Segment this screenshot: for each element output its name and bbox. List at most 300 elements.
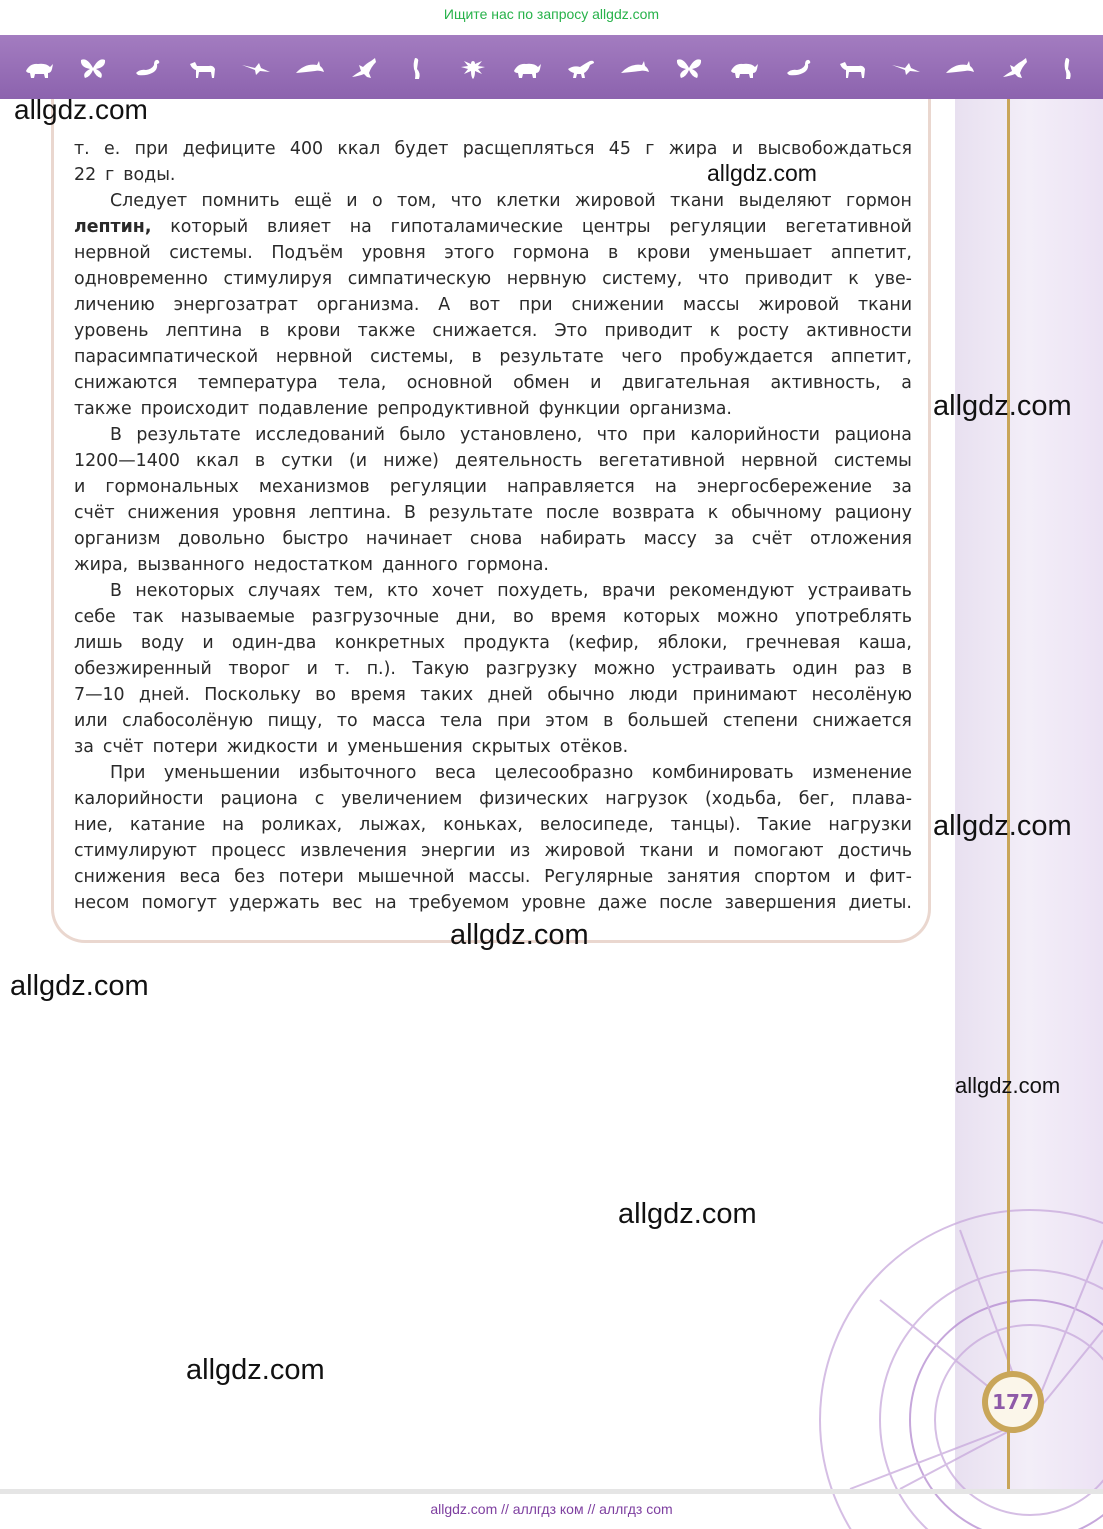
word: продукта	[463, 633, 550, 653]
word: случаях	[247, 581, 321, 601]
text-line	[74, 760, 912, 786]
text-line	[74, 344, 912, 370]
word: энергии	[421, 841, 496, 861]
word: в	[603, 711, 614, 731]
word: воду	[140, 633, 185, 653]
word: В	[403, 503, 416, 523]
word: уровня	[361, 243, 426, 263]
word: помнить	[201, 191, 280, 211]
word: (кефир,	[568, 633, 639, 653]
word: к	[848, 269, 859, 289]
bold-term: лептин,	[74, 217, 152, 237]
word: принимают	[692, 685, 798, 705]
word: двигательная	[621, 373, 750, 393]
word: степени	[722, 711, 799, 731]
word: велосипеде,	[539, 815, 654, 835]
word: массу	[643, 529, 697, 549]
word: пищу,	[267, 711, 323, 731]
word: чего	[621, 347, 663, 367]
word: после	[659, 893, 713, 913]
word: системы	[833, 451, 912, 471]
word: г	[105, 165, 115, 185]
word: росту	[737, 321, 789, 341]
word: яблоки,	[657, 633, 728, 653]
word: парасимпатической	[74, 347, 259, 367]
word: гормона	[512, 243, 590, 263]
word: роликах,	[261, 815, 343, 835]
word: том,	[396, 191, 437, 211]
dolphin-icon	[945, 55, 975, 81]
horse-icon	[187, 55, 217, 81]
animal-silhouette-row	[24, 53, 1084, 83]
word: один	[792, 659, 838, 679]
word: к	[707, 503, 719, 523]
watermark: allgdz.com	[933, 810, 1072, 842]
text-line	[74, 630, 912, 656]
word: активности	[806, 321, 912, 341]
word: систему,	[602, 269, 683, 289]
word: снижения	[127, 503, 220, 523]
word: исследований	[255, 425, 385, 445]
word: снижается.	[432, 321, 538, 341]
word: В	[110, 425, 122, 445]
word: время	[550, 607, 607, 627]
word: калорийности	[690, 425, 820, 445]
word: фит-	[869, 867, 912, 887]
word: жира,	[74, 555, 129, 575]
word: дней.	[138, 685, 190, 705]
word: что	[450, 191, 482, 211]
word: жидкости	[226, 737, 318, 757]
word: мышечной	[357, 867, 455, 887]
word: также	[74, 399, 132, 419]
word: бег,	[798, 789, 835, 809]
word: Такие	[757, 815, 812, 835]
word: помогают	[733, 841, 824, 861]
word: дни,	[455, 607, 497, 627]
word: занятия	[666, 867, 741, 887]
word: энергозатрат	[173, 295, 298, 315]
text-line	[74, 734, 912, 760]
word: при	[642, 425, 676, 445]
word: спортом	[754, 867, 831, 887]
scorpion-icon	[132, 55, 162, 81]
text-line	[74, 786, 912, 812]
text-line	[74, 838, 912, 864]
word: потери	[278, 867, 344, 887]
word: будет	[394, 139, 449, 159]
word: вегетативной	[598, 451, 726, 471]
bird-icon	[403, 55, 433, 81]
word: диеты.	[848, 893, 912, 913]
text-line	[74, 812, 912, 838]
bird-icon	[1054, 55, 1084, 81]
word: изменение	[812, 763, 912, 783]
word: стимулируют	[74, 841, 197, 861]
word: ещё	[294, 191, 332, 211]
word: крови	[636, 243, 691, 263]
word: требуемом	[408, 893, 510, 913]
word: нагрузок	[605, 789, 689, 809]
word: расщепляться	[462, 139, 595, 159]
word: т.	[334, 659, 351, 679]
word: обычно	[547, 685, 615, 705]
word: за	[714, 529, 735, 549]
word: системы.	[169, 243, 253, 263]
word: устраивать	[807, 581, 912, 601]
word: обычному	[731, 503, 822, 523]
page-body-text	[74, 136, 912, 916]
word: без	[234, 867, 265, 887]
word: крови	[286, 321, 341, 341]
word: уровня	[232, 503, 297, 523]
word: и	[306, 659, 318, 679]
word: разгрузочные	[311, 607, 440, 627]
word: данного	[381, 555, 458, 575]
word: физических	[479, 789, 589, 809]
word: танцы).	[670, 815, 741, 835]
word: каша,	[858, 633, 912, 653]
word: отложения	[809, 529, 912, 549]
word: дней	[487, 685, 533, 705]
word: тела	[440, 711, 483, 731]
word: лишь	[74, 633, 123, 653]
text-line	[74, 266, 912, 292]
word: дефиците	[182, 139, 276, 159]
word: можно	[716, 607, 779, 627]
word: тела,	[338, 373, 387, 393]
word: аппетит,	[830, 347, 912, 367]
word: стимулируя	[223, 269, 333, 289]
word: (ходьба,	[705, 789, 782, 809]
text-line	[74, 240, 912, 266]
word: ккал	[337, 139, 381, 159]
word: во	[315, 685, 336, 705]
watermark: allgdz.com	[14, 94, 148, 125]
word: набирать	[539, 529, 627, 549]
word: увеличением	[341, 789, 463, 809]
word: системы,	[370, 347, 454, 367]
watermark: allgdz.com	[707, 160, 817, 186]
word: вегетативной	[785, 217, 912, 237]
word: А	[438, 295, 451, 315]
word: функции	[538, 399, 621, 419]
word: этого	[444, 243, 495, 263]
text-line	[74, 396, 912, 422]
word: результате	[428, 503, 533, 523]
word: одновременно	[74, 269, 208, 289]
word: избыточного	[298, 763, 417, 783]
word: себе	[74, 607, 116, 627]
word: п.).	[366, 659, 396, 679]
word: и	[707, 841, 720, 861]
word: катание	[129, 815, 206, 835]
word: 400	[289, 139, 324, 159]
butterfly-icon	[78, 55, 108, 81]
word: снижении	[571, 295, 665, 315]
word: организма.	[316, 295, 420, 315]
watermark: allgdz.com	[618, 1198, 757, 1230]
word: раз	[854, 659, 886, 679]
word: снижения	[74, 867, 166, 887]
text-line	[74, 890, 912, 916]
word: вызванного	[137, 555, 245, 575]
word: удержать	[229, 893, 320, 913]
word: вот	[469, 295, 501, 315]
word: коньках,	[443, 815, 523, 835]
word: в	[471, 347, 482, 367]
word: можно	[593, 659, 656, 679]
word: и	[74, 477, 86, 497]
word: уровень	[74, 321, 149, 341]
rhino-icon	[24, 55, 54, 81]
word: лыжах,	[359, 815, 427, 835]
word: ткани	[639, 841, 694, 861]
text-line	[74, 864, 912, 890]
word: нервной	[741, 451, 818, 471]
word: некоторых	[135, 581, 235, 601]
word: и	[346, 191, 358, 211]
word: достичь	[837, 841, 912, 861]
word: жировой	[758, 295, 840, 315]
dinosaur-icon	[566, 55, 596, 81]
dolphin-icon	[295, 55, 325, 81]
butterfly-icon	[674, 55, 704, 81]
watermark: allgdz.com	[10, 970, 149, 1002]
word: жира	[668, 139, 718, 159]
gold-margin-line	[1007, 99, 1010, 1489]
text-line	[74, 370, 912, 396]
word: подавление	[257, 399, 369, 419]
insect-icon	[458, 55, 488, 81]
word: комбинировать	[651, 763, 794, 783]
word: и	[844, 867, 856, 887]
text-line	[74, 318, 912, 344]
word: скрытых	[471, 737, 551, 757]
word: уменьшает	[709, 243, 813, 263]
word: этом	[545, 711, 589, 731]
text-line	[74, 604, 912, 630]
word: Следует	[110, 191, 188, 211]
word: При	[110, 763, 146, 783]
word: так	[132, 607, 164, 627]
text-line	[74, 656, 912, 682]
bottom-rule	[0, 1489, 1103, 1494]
word: В	[110, 581, 122, 601]
word: и	[590, 373, 602, 393]
page-number: 177	[988, 1377, 1038, 1427]
word: веса	[179, 867, 221, 887]
word: разгрузку	[485, 659, 578, 679]
dolphin-icon	[620, 55, 650, 81]
word: а	[901, 373, 912, 393]
word: из	[509, 841, 531, 861]
word: влияет	[267, 217, 331, 237]
watermark: allgdz.com	[186, 1354, 325, 1386]
word: и	[326, 737, 339, 757]
word: температура	[197, 373, 318, 393]
word: вес	[331, 893, 363, 913]
text-line	[74, 214, 912, 240]
word: похудеть,	[497, 581, 589, 601]
word: процесс	[211, 841, 286, 861]
rhino-icon	[729, 55, 759, 81]
word: масса	[372, 711, 426, 731]
word: нервную	[506, 269, 587, 289]
word: высвобождаться	[757, 139, 912, 159]
word: за	[892, 477, 912, 497]
horse-icon	[837, 55, 867, 81]
word: рациону	[834, 503, 912, 523]
word: основной	[406, 373, 493, 393]
word: обмен	[513, 373, 570, 393]
word: 45	[608, 139, 631, 159]
word: ние,	[74, 815, 113, 835]
word: тем,	[334, 581, 374, 601]
word: отёков.	[559, 737, 629, 757]
word: энергосбережение	[697, 477, 872, 497]
word: центры	[581, 217, 651, 237]
word: или	[74, 711, 108, 731]
word: называемые	[180, 607, 295, 627]
word: нервной	[74, 243, 151, 263]
word: регуляции	[389, 477, 487, 497]
word: уве-	[874, 269, 912, 289]
word: снова	[469, 529, 523, 549]
word: сутки	[281, 451, 333, 471]
word: помогут	[141, 893, 217, 913]
word: в	[254, 451, 266, 471]
word: Это	[554, 321, 588, 341]
word: было	[399, 425, 446, 445]
word: массы	[682, 295, 740, 315]
word: уменьшении	[163, 763, 281, 783]
word: обезжиренный	[74, 659, 212, 679]
word: то	[336, 711, 358, 731]
word: репродуктивной	[377, 399, 530, 419]
pterosaur-icon	[241, 55, 271, 81]
word: рациона	[220, 789, 298, 809]
word: потери	[152, 737, 218, 757]
word: личению	[74, 295, 155, 315]
word: гормона.	[466, 555, 549, 575]
text-line	[74, 578, 912, 604]
word: плава-	[851, 789, 912, 809]
word: что	[697, 269, 729, 289]
word: рациона	[834, 425, 912, 445]
word: и	[202, 633, 214, 653]
word: выделяют	[738, 191, 832, 211]
word: время	[350, 685, 406, 705]
text-line	[74, 552, 912, 578]
word: происходит	[140, 399, 249, 419]
word: слабосолёную	[122, 711, 254, 731]
text-line	[74, 188, 912, 214]
word: творог	[228, 659, 291, 679]
word: 1200—1400	[74, 451, 180, 471]
watermark: allgdz.com	[933, 390, 1072, 422]
word: с	[314, 789, 325, 809]
word: врачи	[601, 581, 656, 601]
rhino-icon	[512, 55, 542, 81]
word: механизмов	[258, 477, 370, 497]
word: при	[518, 295, 553, 315]
word: приводит	[604, 321, 693, 341]
word: в	[901, 659, 912, 679]
word: на	[349, 217, 372, 237]
word: гипоталамические	[390, 217, 564, 237]
word: на	[222, 815, 245, 835]
text-line	[74, 292, 912, 318]
word: целесообразно	[494, 763, 634, 783]
word: организма.	[629, 399, 732, 419]
text-line	[74, 422, 912, 448]
word: клетки	[496, 191, 561, 211]
word: Подъём	[271, 243, 344, 263]
text-line	[74, 448, 912, 474]
word: е.	[104, 139, 121, 159]
scorpion-icon	[783, 55, 813, 81]
word: в	[608, 243, 619, 263]
word: даже	[597, 893, 647, 913]
word: к	[709, 321, 721, 341]
watermark: allgdz.com	[955, 1073, 1061, 1098]
right-margin-band	[955, 99, 1103, 1489]
word: несолёную	[811, 685, 912, 705]
word: результате	[499, 347, 604, 367]
word: нервной	[275, 347, 353, 367]
text-line	[74, 136, 912, 162]
footer-links: allgdz.com // аллгдз ком // аллгдз com	[430, 1501, 673, 1517]
word: (и	[348, 451, 368, 471]
word: гормональных	[105, 477, 239, 497]
word: регуляции	[669, 217, 767, 237]
lizard-icon	[349, 55, 379, 81]
word: ткани	[858, 295, 912, 315]
word: при	[134, 139, 169, 159]
word: кто	[387, 581, 419, 601]
word: начинает	[365, 529, 453, 549]
word: приводит	[744, 269, 833, 289]
word: хочет	[431, 581, 484, 601]
word: счёт	[74, 503, 115, 523]
word: 22	[74, 165, 97, 185]
word: активность,	[770, 373, 881, 393]
word: при	[497, 711, 531, 731]
word: направляется	[507, 477, 635, 497]
word: извлечения	[300, 841, 407, 861]
word: за	[74, 737, 94, 757]
watermark: allgdz.com	[450, 919, 589, 951]
word: организм	[74, 529, 161, 549]
word: пробуждается	[679, 347, 814, 367]
word: конкретных	[334, 633, 446, 653]
word: ниже)	[383, 451, 439, 471]
word: гормон	[845, 191, 912, 211]
lizard-icon	[1000, 55, 1030, 81]
word: Такую	[412, 659, 470, 679]
word: Регулярные	[544, 867, 654, 887]
word: калорийности	[74, 789, 204, 809]
word: веса	[434, 763, 477, 783]
word: употреблять	[795, 607, 912, 627]
word: Поскольку	[204, 685, 301, 705]
text-line	[74, 526, 912, 552]
word: ккал	[195, 451, 239, 471]
word: один-два	[231, 633, 317, 653]
word: во	[512, 607, 534, 627]
word: довольно	[178, 529, 265, 549]
